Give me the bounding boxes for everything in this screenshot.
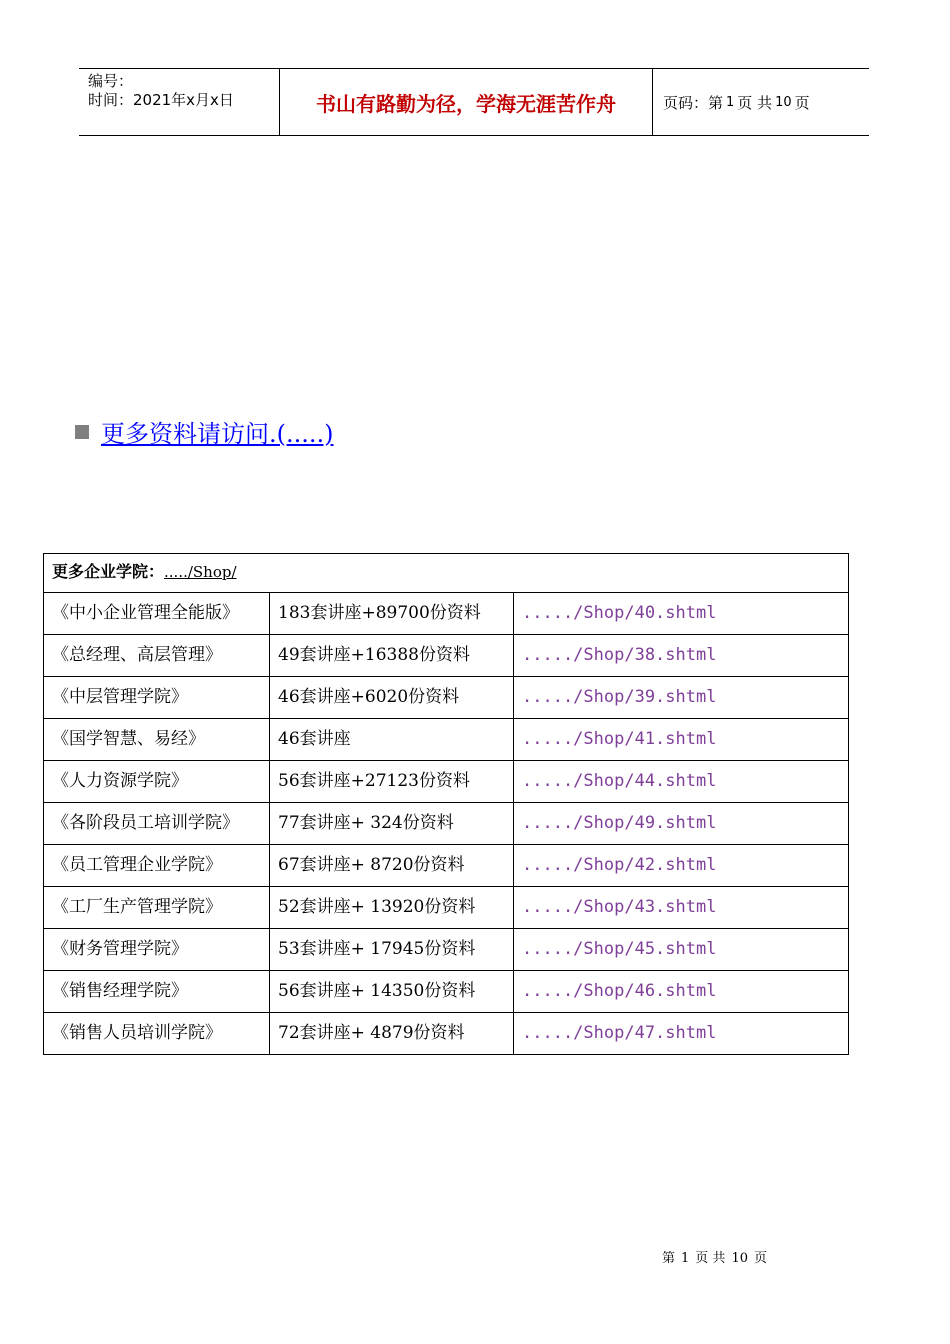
course-name: 《财务管理学院》 [44,929,270,971]
course-name: 《人力资源学院》 [44,761,270,803]
course-count: 52套讲座+ 13920份资料 [270,887,514,929]
course-url-link[interactable]: ...../Shop/42.shtml [514,845,849,887]
header-meta [79,69,280,135]
course-count: 56套讲座+ 14350份资料 [270,971,514,1013]
course-url-link[interactable]: ...../Shop/45.shtml [514,929,849,971]
visit-row [75,414,334,449]
course-url-link[interactable]: ...../Shop/46.shtml [514,971,849,1013]
table-header-row [44,554,849,593]
course-count: 67套讲座+ 8720份资料 [270,845,514,887]
course-url-link[interactable]: ...../Shop/40.shtml [514,593,849,635]
table-row [44,845,849,887]
table-header-cell [44,554,849,593]
course-name: 《销售人员培训学院》 [44,1013,270,1055]
table-row [44,887,849,929]
course-url-link[interactable]: ...../Shop/39.shtml [514,677,849,719]
course-name: 《中层管理学院》 [44,677,270,719]
course-count: 46套讲座 [270,719,514,761]
course-name: 《员工管理企业学院》 [44,845,270,887]
table-row [44,1013,849,1055]
table-row [44,761,849,803]
course-count: 77套讲座+ 324份资料 [270,803,514,845]
table-row [44,719,849,761]
course-url-link[interactable]: ...../Shop/44.shtml [514,761,849,803]
page-suffix: 页 [794,93,810,112]
square-bullet-icon [75,425,89,439]
table-row [44,677,849,719]
course-url-link[interactable]: ...../Shop/49.shtml [514,803,849,845]
shop-table [43,553,849,1055]
page-header [79,68,869,136]
course-name: 《总经理、高层管理》 [44,635,270,677]
head-url-link[interactable]: ...../Shop/ [164,563,237,581]
footer-total: 10 [731,1251,748,1266]
table-row [44,971,849,1013]
page-prefix: 页码：第 [663,93,724,112]
course-count: 53套讲座+ 17945份资料 [270,929,514,971]
course-name: 《中小企业管理全能版》 [44,593,270,635]
footer-page: 1 [681,1251,690,1266]
course-count: 72套讲座+ 4879份资料 [270,1013,514,1055]
page-total: 10 [775,94,792,110]
number-label: 编号： [88,72,134,90]
time-label: 时间：2021年x月x日 [88,91,234,109]
header-page-info [653,69,869,135]
course-name: 《工厂生产管理学院》 [44,887,270,929]
course-count: 49套讲座+16388份资料 [270,635,514,677]
page-footer [662,1247,773,1266]
footer-prefix: 第 [662,1251,676,1266]
header-motto: 书山有路勤为径，学海无涯苦作舟 [280,69,653,135]
course-url-link[interactable]: ...../Shop/41.shtml [514,719,849,761]
course-url-link[interactable]: ...../Shop/47.shtml [514,1013,849,1055]
course-url-link[interactable]: ...../Shop/43.shtml [514,887,849,929]
course-count: 183套讲座+89700份资料 [270,593,514,635]
table-row [44,635,849,677]
footer-suffix: 页 [753,1251,767,1266]
visit-link[interactable]: 更多资料请访问.(.....) [101,420,334,448]
table-row [44,593,849,635]
page-mid: 页 共 [737,93,773,112]
head-label: 更多企业学院： [52,562,165,581]
course-count: 56套讲座+27123份资料 [270,761,514,803]
footer-mid: 页 共 [695,1251,726,1266]
course-name: 《国学智慧、易经》 [44,719,270,761]
course-url-link[interactable]: ...../Shop/38.shtml [514,635,849,677]
page-number: 1 [726,94,735,110]
table-row [44,929,849,971]
course-name: 《销售经理学院》 [44,971,270,1013]
course-name: 《各阶段员工培训学院》 [44,803,270,845]
course-count: 46套讲座+6020份资料 [270,677,514,719]
table-row [44,803,849,845]
